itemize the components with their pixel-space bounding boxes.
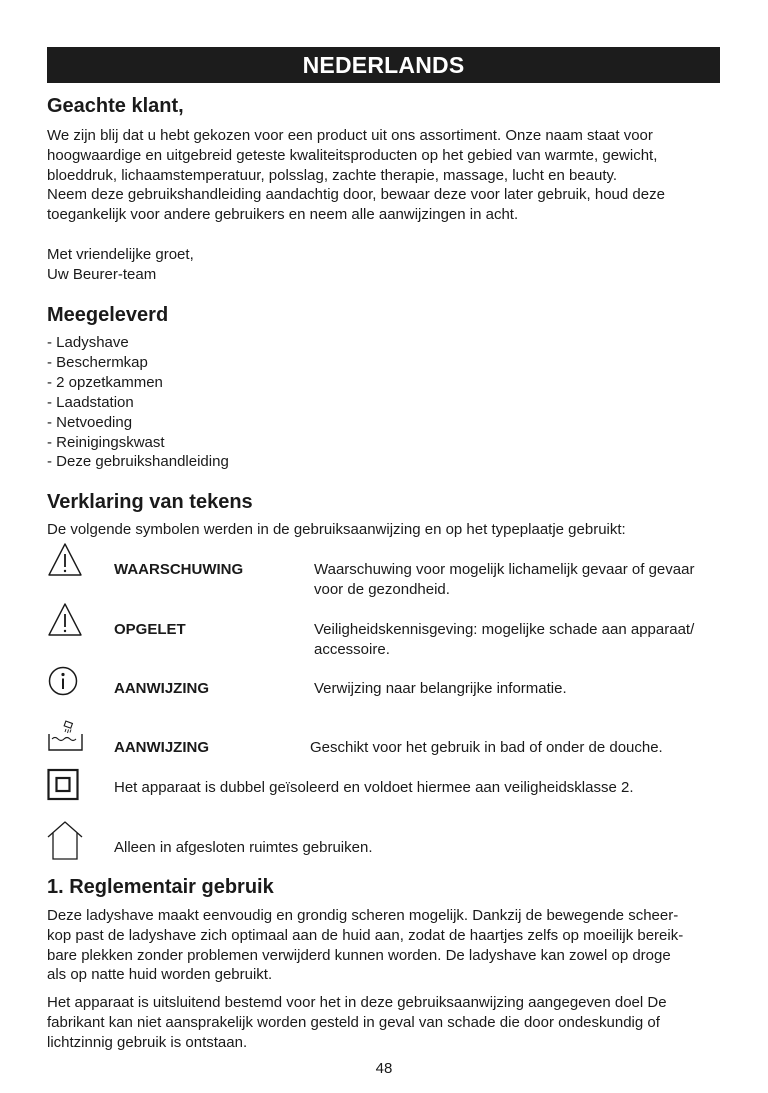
info-circle-icon xyxy=(47,666,83,702)
text-line: toegankelijk voor andere gebruikers en neem alle aanwijzingen in acht. xyxy=(47,206,519,224)
text-line: Neem deze gebruikshandleiding aandachtig door, bewaar deze voor later gebruik, houd deze xyxy=(47,186,665,204)
closing-line: Met vriendelijke groet, xyxy=(47,246,194,263)
caution-triangle-icon xyxy=(47,602,83,638)
symbols-title: Verklaring van tekens xyxy=(47,491,253,513)
list-item: - Beschermkap xyxy=(47,353,148,371)
description-line: accessoire. xyxy=(314,641,390,658)
text-line: Deze ladyshave maakt eenvoudig en grondig scheren mogelijk. Dankzij de bewegende scheer- xyxy=(47,907,679,924)
page-number: 48 xyxy=(375,1060,393,1077)
symbol-description: Geschikt voor het gebruik in bad of onder de douche. xyxy=(310,739,663,756)
symbol-term: WAARSCHUWING xyxy=(114,561,244,578)
text-line: hoogwaardige en uitgebreid geteste kwaliteitsproducten op het gebied van warmte, gewicht, xyxy=(47,146,658,164)
description-line: Veiligheidskennisgeving: mogelijke schade aan apparaat/ xyxy=(314,621,695,638)
text-line: Het apparaat is uitsluitend bestemd voor het in deze gebruiksaanwijzing aangegeven doel De xyxy=(47,994,667,1011)
symbol-text: Alleen in afgesloten ruimtes gebruiken. xyxy=(114,839,373,856)
symbol-term: OPGELET xyxy=(114,621,186,638)
language-banner: NEDERLANDS xyxy=(47,47,720,83)
text-line: kop past de ladyshave zich optimaal aan de huid aan, zodat de haartjes zelfs op moeilijk bereik- xyxy=(47,926,684,944)
text-line: als op natte huid worden gebruikt. xyxy=(47,966,273,984)
description-line: Waarschuwing voor mogelijk lichamelijk gevaar of gevaar xyxy=(314,561,695,578)
description-line: voor de gezondheid. xyxy=(314,581,450,598)
indoor-house-icon xyxy=(47,820,83,860)
intended-use-paragraph-1 xyxy=(47,906,727,985)
double-insulation-icon xyxy=(47,768,83,804)
greeting-paragraph xyxy=(47,126,727,225)
symbol-description xyxy=(314,560,724,600)
symbols-intro: De volgende symbolen werden in de gebruiksaanwijzing en op het typeplaatje gebruikt: xyxy=(47,521,626,538)
list-item: - Deze gebruikshandleiding xyxy=(47,453,229,471)
list-item: - Ladyshave xyxy=(47,334,129,351)
bath-shower-icon xyxy=(47,720,83,756)
supplied-list xyxy=(47,333,229,472)
text-line: bloeddruk, lichaamstemperatuur, polsslag, zachte therapie, massage, lucht en beauty. xyxy=(47,166,618,184)
list-item: - 2 opzetkammen xyxy=(47,373,163,391)
list-item: - Laadstation xyxy=(47,393,134,411)
text-line: bare plekken zonder problemen verwijderd kunnen worden. De ladyshave kan zowel op droge xyxy=(47,946,671,964)
supplied-title: Meegeleverd xyxy=(47,304,169,326)
text-line: lichtzinnig gebruik is ontstaan. xyxy=(47,1033,248,1051)
intended-use-paragraph-2 xyxy=(47,993,727,1052)
symbol-description: Verwijzing naar belangrijke informatie. xyxy=(314,680,567,697)
symbol-term: AANWIJZING xyxy=(114,739,209,756)
closing-line: Uw Beurer-team xyxy=(47,265,157,283)
list-item: - Netvoeding xyxy=(47,413,133,431)
greeting-closing xyxy=(47,245,727,285)
greeting-title: Geachte klant, xyxy=(47,95,184,117)
symbol-description xyxy=(314,620,724,660)
symbol-term: AANWIJZING xyxy=(114,680,209,697)
text-line: fabrikant kan niet aansprakelijk worden gesteld in geval van schade die door ondeskundig of xyxy=(47,1013,660,1031)
list-item: - Reinigingskwast xyxy=(47,433,165,451)
warning-triangle-icon xyxy=(47,542,83,578)
symbol-text: Het apparaat is dubbel geïsoleerd en voldoet hiermee aan veiligheidsklasse 2. xyxy=(114,779,634,796)
text-line: We zijn blij dat u hebt gekozen voor een product uit ons assortiment. Onze naam staat voor xyxy=(47,127,653,144)
intended-use-title: 1. Reglementair gebruik xyxy=(47,876,274,898)
